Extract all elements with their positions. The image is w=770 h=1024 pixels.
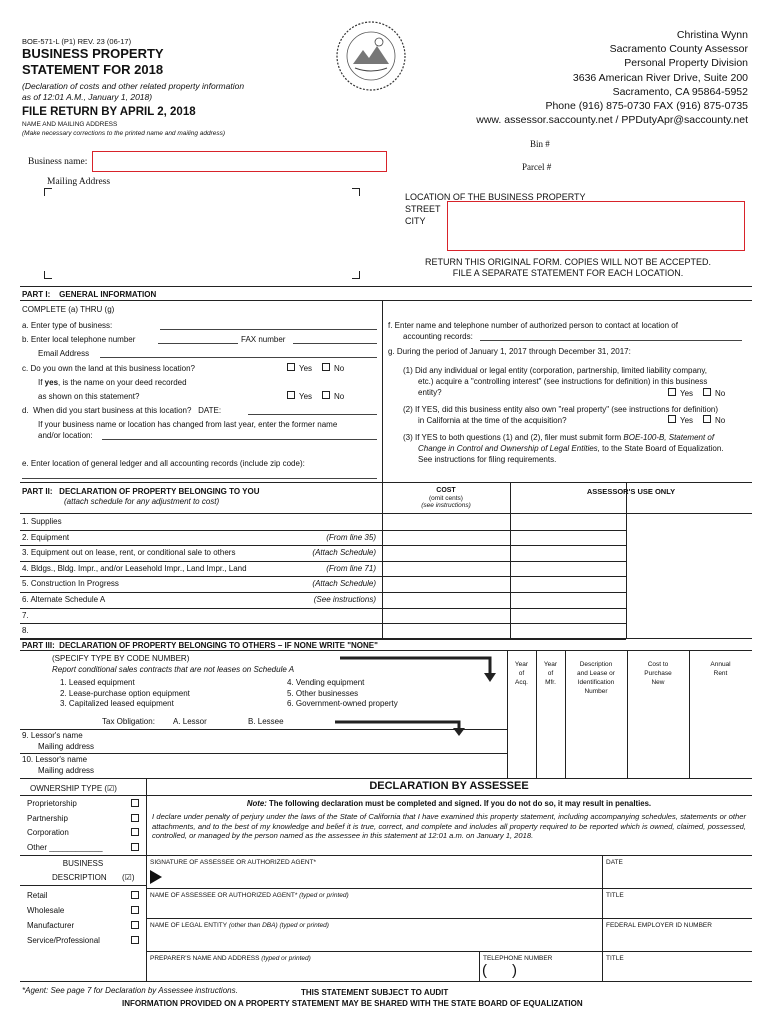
fax-input[interactable] xyxy=(293,343,377,344)
declaration-heading: DECLARATION BY ASSESSEE xyxy=(369,780,529,792)
form-title-line1: BUSINESS PROPERTY xyxy=(22,46,164,61)
assessor-address1: 3636 American River Drive, Suite 200 xyxy=(572,71,748,84)
part1-g1: (1) Did any individual or legal entity (corporation, partnership, limited liability company, xyxy=(403,366,707,375)
divider xyxy=(146,951,752,952)
col-text: Number xyxy=(584,688,608,695)
col-text: Annual xyxy=(710,661,731,668)
part1-g3-line3: See instructions for filing requirements. xyxy=(418,455,557,464)
label-note: (typed or printed) xyxy=(297,892,349,899)
divider xyxy=(146,888,752,889)
part2-row-label: 8. xyxy=(22,626,29,636)
type-other-businesses: 5. Other businesses xyxy=(287,688,359,698)
bin-label: Bin # xyxy=(530,139,550,149)
part2-row-note: (Attach Schedule) xyxy=(312,548,376,558)
col-text: Year xyxy=(543,661,558,668)
yes-label: Yes xyxy=(299,392,313,401)
type-capitalized: 3. Capitalized leased equipment xyxy=(60,699,174,708)
return-notice-1: RETURN THIS ORIGINAL FORM. COPIES WILL NOT BE ACCEPTED. xyxy=(424,257,712,267)
col-text: Purchase xyxy=(644,670,672,677)
name-mailing-label: NAME AND MAILING ADDRESS xyxy=(22,121,118,128)
part2-row-label: 6. Alternate Schedule A xyxy=(22,595,106,604)
row-divider xyxy=(20,576,626,577)
part2-cost-input[interactable] xyxy=(384,515,508,529)
ownership-checkbox[interactable] xyxy=(131,814,139,822)
divider xyxy=(20,650,752,651)
agent-footnote: *Agent: See page 7 for Declaration by Assessee instructions. xyxy=(22,986,238,995)
part1-g1-line2: etc.) acquire a "controlling interest" (see instructions for definition) in this business xyxy=(418,377,708,386)
part1-heading: PART I: GENERAL INFORMATION xyxy=(22,290,157,299)
part3-heading: PART III: DECLARATION OF PROPERTY BELONGING TO OTHERS – IF NONE WRITE "NONE" xyxy=(22,641,378,650)
own-land-no-checkbox[interactable] xyxy=(322,363,330,371)
type-leased: 1. Leased equipment xyxy=(60,678,135,687)
business-name-input[interactable] xyxy=(92,151,387,172)
yes-label: Yes xyxy=(680,389,694,398)
ownership-heading: OWNERSHIP TYPE (☑) xyxy=(30,784,117,793)
divider xyxy=(20,753,507,754)
col-text: Cost to xyxy=(647,661,669,668)
date-input[interactable] xyxy=(606,868,746,886)
part1-d-line2: If your business name or location has changed from last year, enter the former name xyxy=(38,420,338,429)
county-seal-icon xyxy=(335,20,407,92)
business-name-label: Business name: xyxy=(28,157,88,167)
c2-text: If xyxy=(38,378,45,387)
city-label: CITY xyxy=(405,216,426,226)
assessor-use-header: ASSESSOR'S USE ONLY xyxy=(586,487,676,496)
assessor-phone-fax: Phone (916) 875-0730 FAX (916) 875-0735 xyxy=(545,100,748,113)
part2-row-label: 1. Supplies xyxy=(22,517,62,526)
col-text: and Lease or xyxy=(577,670,615,677)
ownership-checkbox[interactable] xyxy=(131,843,139,851)
divider xyxy=(479,951,480,981)
signature-label: SIGNATURE OF ASSESSEE OR AUTHORIZED AGENT* xyxy=(150,859,317,866)
ownership-checkbox[interactable] xyxy=(131,828,139,836)
g3-form: BOE-100-B, Statement of xyxy=(623,433,715,442)
col-description xyxy=(565,660,627,696)
part1-c: c. Do you own the land at this business location? xyxy=(22,364,195,373)
part3-types-left xyxy=(60,678,190,710)
row-divider xyxy=(20,608,626,609)
fax-label: FAX number xyxy=(241,335,286,344)
part1-d: d. When did you start business at this location? DATE: xyxy=(22,406,222,415)
divider xyxy=(146,855,752,856)
g3-text: (3) If YES to both questions (1) and (2), filer must submit form xyxy=(403,433,624,442)
part2-subheading: (attach schedule for any adjustment to cost) xyxy=(64,497,220,506)
title2-label: TITLE xyxy=(606,955,624,962)
part2-cost-input[interactable] xyxy=(384,593,508,607)
divider xyxy=(146,795,752,796)
start-date-input[interactable] xyxy=(248,414,377,415)
part1-e: e. Enter location of general ledger and all accounting records (include zip code): xyxy=(22,459,305,468)
cost-note-1: (omit cents) xyxy=(429,495,463,502)
divider xyxy=(382,300,383,482)
ownership-item-label: Corporation xyxy=(27,828,69,837)
part2-heading: PART II: DECLARATION OF PROPERTY BELONGING TO YOU xyxy=(22,487,260,496)
date-label: DATE xyxy=(606,859,623,866)
row-divider xyxy=(20,623,626,624)
type-government: 6. Government-owned property xyxy=(287,699,398,708)
col-text: Acq. xyxy=(514,679,528,686)
email-input[interactable] xyxy=(100,357,377,358)
ownership-item-label: Partnership xyxy=(27,813,68,823)
divider xyxy=(20,482,752,483)
ledger-location-input[interactable] xyxy=(22,478,377,479)
col-text: New xyxy=(651,679,665,686)
title-label: TITLE xyxy=(606,892,624,899)
assessor-web: www. assessor.saccounty.net / PPDutyApr@saccounty.net xyxy=(476,114,748,127)
divider xyxy=(20,513,752,514)
no-label: No xyxy=(334,364,345,373)
divider xyxy=(20,729,507,730)
divider xyxy=(20,885,146,886)
divider xyxy=(626,482,627,638)
business-description-label: Service/Professional xyxy=(27,936,100,945)
part2-row-label: 5. Construction In Progress xyxy=(22,579,119,589)
divider xyxy=(602,855,603,951)
declaration-note: (Declaration of costs and other related property information as of 12:01 A.M., January 1, 2018) xyxy=(22,81,245,102)
no-label: No xyxy=(715,416,726,425)
control-no-checkbox[interactable] xyxy=(703,388,711,396)
divider xyxy=(146,918,752,919)
lessee-option[interactable]: B. Lessee xyxy=(248,717,284,726)
divider xyxy=(20,778,752,779)
declaration-text: I declare under penalty of perjury under the laws of the State of California that I have examined this property statement, including accompanying schedules, statements or other attachments, and to the best of my knowledge and belief it is true, correct, and complete and includes all property required to be reported which is owned, claimed, possessed, controlled, or managed by the person named as the assessee in this statement at 12:01 a.m. on January 1, 2018. xyxy=(152,812,746,841)
col-cost xyxy=(627,660,689,687)
mailing-address-label: Mailing Address xyxy=(47,177,111,187)
address-corner-bl xyxy=(44,271,52,279)
part3-spec: (SPECIFY TYPE BY CODE NUMBER) xyxy=(52,654,190,663)
former-name-input[interactable] xyxy=(102,439,377,440)
business-description-checkbox[interactable] xyxy=(131,906,139,914)
telephone-input[interactable] xyxy=(490,964,598,980)
form-code: BOE-571-L (P1) REV. 23 (06-17) xyxy=(22,37,132,46)
business-description-label: Wholesale xyxy=(27,906,65,915)
business-description-checkbox[interactable] xyxy=(131,891,139,899)
tax-obligation-label: Tax Obligation: xyxy=(102,717,155,726)
part1-g1-line3: entity? xyxy=(418,388,442,397)
note-label: Note: xyxy=(246,799,267,808)
signature-input[interactable] xyxy=(165,868,598,886)
c2-text-2: , is the name on your deed recorded xyxy=(58,378,187,387)
row-divider xyxy=(20,530,626,531)
arrow-down-icon xyxy=(335,719,467,737)
title2-input[interactable] xyxy=(606,963,746,979)
col-annual-rent xyxy=(689,660,752,678)
g3-text-2: to the State Board of Equalization. xyxy=(599,444,724,453)
fein-input[interactable] xyxy=(606,930,746,948)
preparer-label xyxy=(150,955,311,962)
part1-f: f. Enter name and telephone number of authorized person to contact at location of xyxy=(388,321,678,330)
yes-label: Yes xyxy=(680,416,694,425)
part2-row-note: (See instructions) xyxy=(313,595,376,604)
part2-cost-input[interactable] xyxy=(384,609,508,623)
sign-here-arrow-icon xyxy=(150,870,162,886)
address-corner-br xyxy=(352,271,360,279)
col-text: Mfr. xyxy=(545,679,556,686)
cost-note-2: (see instructions) xyxy=(421,502,471,509)
mailing-address-area[interactable] xyxy=(56,196,346,268)
col-year-acq xyxy=(507,660,536,687)
arrow-down-icon xyxy=(340,655,500,683)
title-input[interactable] xyxy=(606,900,746,916)
part3-report: Report conditional sales contracts that are not leases on Schedule A xyxy=(52,665,295,674)
legal-entity-input[interactable] xyxy=(150,930,598,948)
business-type-input[interactable] xyxy=(160,329,377,330)
shared-notice: INFORMATION PROVIDED ON A PROPERTY STATEMENT MAY BE SHARED WITH THE STATE BOARD OF EQUALIZATION xyxy=(122,999,583,1008)
assessor-block xyxy=(430,28,748,127)
part1-d-line3: and/or location: xyxy=(38,431,93,440)
note-text: The following declaration must be completed and signed. If you do not do so, it may result in penalties. xyxy=(266,799,652,808)
telephone-input[interactable] xyxy=(158,343,238,344)
assessor-office: Sacramento County Assessor xyxy=(609,43,748,56)
declaration-note xyxy=(146,799,752,808)
divider xyxy=(20,795,146,796)
contact-person-input[interactable] xyxy=(480,340,742,341)
phone-paren-close: ) xyxy=(512,962,517,979)
g3-form-name: Change in Control and Ownership of Legal Entities, xyxy=(418,444,600,453)
part2-cost-input[interactable] xyxy=(384,562,508,576)
part1-g2-line2: in California at the time of the acquisition? xyxy=(418,416,567,425)
part2-cost-input[interactable] xyxy=(384,577,508,591)
label-note: (other than DBA) (typed or printed) xyxy=(227,922,329,929)
assessor-name: Christina Wynn xyxy=(676,29,748,41)
part1-g3 xyxy=(403,433,714,442)
parcel-label: Parcel # xyxy=(522,162,552,172)
part2-row-label: 4. Bldgs., Bldg. Impr., and/or Leasehold Impr., Land Impr., Land xyxy=(22,563,247,573)
part1-c-line2 xyxy=(38,378,187,387)
assessor-address2: Sacramento, CA 95864-5952 xyxy=(612,85,748,98)
business-label: BUSINESS xyxy=(62,859,104,868)
lessor-option[interactable]: A. Lessor xyxy=(173,717,207,726)
label-text: NAME OF ASSESSEE OR AUTHORIZED AGENT* xyxy=(150,892,298,899)
phone-paren-open: ( xyxy=(482,962,487,979)
deed-yes-checkbox[interactable] xyxy=(287,391,295,399)
col-year-mfr xyxy=(536,660,565,687)
location-title: LOCATION OF THE BUSINESS PROPERTY xyxy=(405,192,586,202)
address-corner-tr xyxy=(352,188,360,196)
telephone-number-label: TELEPHONE NUMBER xyxy=(483,955,553,962)
file-return-date: FILE RETURN BY APRIL 2, 2018 xyxy=(22,106,196,118)
ownership-checkbox[interactable] xyxy=(131,799,139,807)
cost-header: COST xyxy=(436,487,456,494)
legal-entity-label xyxy=(150,922,329,929)
row-divider xyxy=(20,592,626,593)
divider xyxy=(20,286,752,287)
name-mailing-note: (Make necessary corrections to the printed name and mailing address) xyxy=(22,130,226,137)
part1-f-line2: accounting records: xyxy=(403,332,473,341)
part1-g3-line2 xyxy=(418,444,724,453)
real-property-yes-checkbox[interactable] xyxy=(668,415,676,423)
part1-g: g. During the period of January 1, 2017 through December 31, 2017: xyxy=(388,347,631,356)
col-text: of xyxy=(518,670,525,677)
no-label: No xyxy=(334,392,345,401)
description-check-label: (☑) xyxy=(122,873,135,882)
assessee-name-label xyxy=(150,892,349,899)
address-corner-tl xyxy=(44,188,52,196)
description-label: DESCRIPTION xyxy=(52,873,107,882)
control-yes-checkbox[interactable] xyxy=(668,388,676,396)
c2-yes: yes xyxy=(44,378,59,387)
col-text: of xyxy=(547,670,554,677)
col-text: Year xyxy=(514,661,529,668)
part1-a: a. Enter type of business: xyxy=(22,321,113,330)
fein-label: FEDERAL EMPLOYER ID NUMBER xyxy=(606,922,712,929)
location-input[interactable] xyxy=(447,201,745,251)
part2-row-note: (From line 35) xyxy=(326,532,376,542)
col-text: Rent xyxy=(713,670,728,677)
part2-row-note: (Attach Schedule) xyxy=(312,579,376,589)
own-land-yes-checkbox[interactable] xyxy=(287,363,295,371)
divider xyxy=(20,300,752,301)
label-text: NAME OF LEGAL ENTITY xyxy=(150,922,228,929)
type-vending: 4. Vending equipment xyxy=(287,678,365,687)
part1-b: b. Enter local telephone number xyxy=(22,335,136,344)
line10-address: Mailing address xyxy=(38,766,95,775)
line9-lessor: 9. Lessor's name xyxy=(22,731,83,740)
type-lease-purchase: 2. Lease-purchase option equipment xyxy=(60,688,190,698)
line9-address: Mailing address xyxy=(38,742,95,751)
return-notice-2: FILE A SEPARATE STATEMENT FOR EACH LOCATION. xyxy=(452,268,684,278)
audit-notice: THIS STATEMENT SUBJECT TO AUDIT xyxy=(301,988,449,997)
business-description-label: Retail xyxy=(27,891,48,900)
label-note: (typed or printed) xyxy=(259,955,311,962)
line10-lessor: 10. Lessor's name xyxy=(22,755,88,764)
col-text: Identification xyxy=(577,679,615,686)
no-label: No xyxy=(715,389,726,398)
preparer-input[interactable] xyxy=(150,963,475,979)
business-description-checkbox[interactable] xyxy=(131,936,139,944)
part2-row-label: 3. Equipment out on lease, rent, or conditional sale to others xyxy=(22,548,236,558)
part2-row-note: (From line 71) xyxy=(326,563,376,573)
email-label: Email Address xyxy=(38,349,90,358)
form-title-line2: STATEMENT FOR 2018 xyxy=(22,62,164,77)
part1-c-line3: as shown on this statement? xyxy=(38,392,140,401)
part1-g2: (2) If YES, did this business entity also own "real property" (see instructions for definition) xyxy=(403,405,719,414)
part2-cost-input[interactable] xyxy=(384,546,508,560)
part2-row-label: 7. xyxy=(22,610,29,620)
part1-complete: COMPLETE (a) THRU (g) xyxy=(22,305,115,314)
row-divider xyxy=(20,545,626,546)
business-description-label: Manufacturer xyxy=(27,921,75,930)
ownership-item-label: Other ____________ xyxy=(27,842,103,852)
ownership-item-label: Proprietorship xyxy=(27,799,77,808)
assessor-division: Personal Property Division xyxy=(624,57,748,70)
divider xyxy=(20,638,752,639)
divider xyxy=(602,951,603,981)
yes-label: Yes xyxy=(299,364,313,373)
assessee-name-input[interactable] xyxy=(150,900,598,916)
label-text: PREPARER'S NAME AND ADDRESS xyxy=(150,955,260,962)
part2-row-label: 2. Equipment xyxy=(22,532,70,542)
divider xyxy=(20,855,146,856)
row-divider xyxy=(20,561,626,562)
col-text: Description xyxy=(579,661,613,668)
real-property-no-checkbox[interactable] xyxy=(703,415,711,423)
divider xyxy=(20,981,752,982)
street-label: STREET xyxy=(405,204,441,214)
deed-no-checkbox[interactable] xyxy=(322,391,330,399)
business-description-checkbox[interactable] xyxy=(131,921,139,929)
part2-cost-input[interactable] xyxy=(384,624,508,638)
part2-cost-input[interactable] xyxy=(384,531,508,545)
